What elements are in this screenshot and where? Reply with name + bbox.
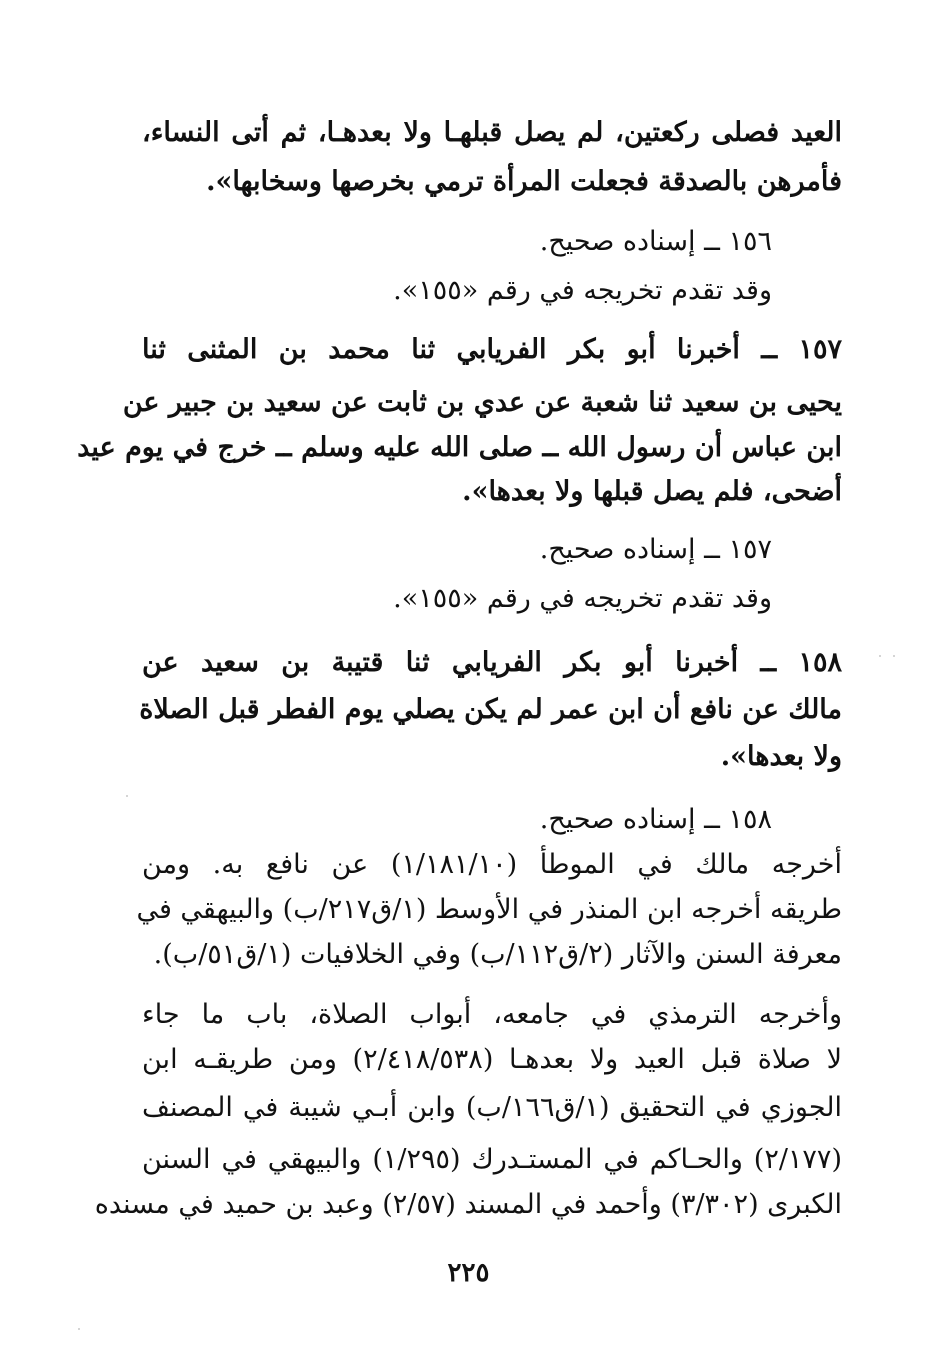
text-line: ١٥٨ ــ أخبرنا أبو بكر الفريابي ثنا قتيبة بن سعيد عن (142, 647, 842, 678)
page-number: ٢٢٥ (447, 1258, 490, 1288)
text-line: الكبرى (٣/٣٠٢) وأحمد في المسند (٢/٥٧) وعبد بن حميد في مسنده (94, 1189, 842, 1220)
text-line: ابن عباس أن رسول الله ــ صلى الله عليه وسلم ــ خرج في يوم عيد (77, 432, 842, 463)
text-line: ١٥٧ ــ إسناده صحيح. (539, 534, 772, 565)
text-line: وقد تقدم تخريجه في رقم «١٥٥». (393, 583, 772, 614)
text-line: لا صلاة قبل العيد ولا بعدهـا (٢/٤١٨/٥٣٨) ومن طريقـه ابن (142, 1044, 842, 1075)
text-line: أخرجه مالك في الموطأ (١/١٨١/١٠) عن نافع به. ومن (142, 849, 842, 880)
text-line: وأخرجه الترمذي في جامعه، أبواب الصلاة، باب ما جاء (142, 999, 842, 1030)
text-line: (٢/١٧٧) والحـاكم في المستـدرك (١/٢٩٥) والبيهقي في السنن (142, 1144, 842, 1175)
text-line: طريقه أخرجه ابن المنذر في الأوسط (١/ق٢١٧/ب) والبيهقي في (136, 894, 842, 925)
scan-speck (126, 795, 128, 797)
text-line: يحيى بن سعيد ثنا شعبة عن عدي بن ثابت عن سعيد بن جبير عن (122, 387, 842, 418)
text-line: فأمرهن بالصدقة فجعلت المرأة ترمي بخرصها وسخابها». (206, 166, 842, 197)
scan-speck (78, 1328, 80, 1330)
text-line: أضحى، فلم يصل قبلها ولا بعدها». (462, 476, 842, 507)
text-line: مالك عن نافع أن ابن عمر لم يكن يصلي يوم الفطر قبل الصلاة (139, 694, 842, 725)
text-line: معرفة السنن والآثار (٢/ق١١٢/ب) وفي الخلافيات (١/ق٥١/ب). (153, 939, 842, 970)
text-line: وقد تقدم تخريجه في رقم «١٥٥». (393, 275, 772, 306)
text-line: ١٥٧ ــ أخبرنا أبو بكر الفريابي ثنا محمد بن المثنى ثنا (142, 334, 842, 365)
scan-speck (879, 655, 881, 657)
text-line: العيد فصلى ركعتين، لم يصل قبلهـا ولا بعدهـا، ثم أتى النساء، (142, 117, 842, 148)
text-line: ١٥٦ ــ إسناده صحيح. (539, 226, 772, 257)
text-line: ولا بعدها». (720, 741, 842, 772)
scan-speck (893, 655, 895, 657)
text-line: ١٥٨ ــ إسناده صحيح. (539, 804, 772, 835)
text-line: الجوزي في التحقيق (١/ق١٦٦/ب) وابن أبـي شيبة في المصنف (142, 1092, 842, 1123)
